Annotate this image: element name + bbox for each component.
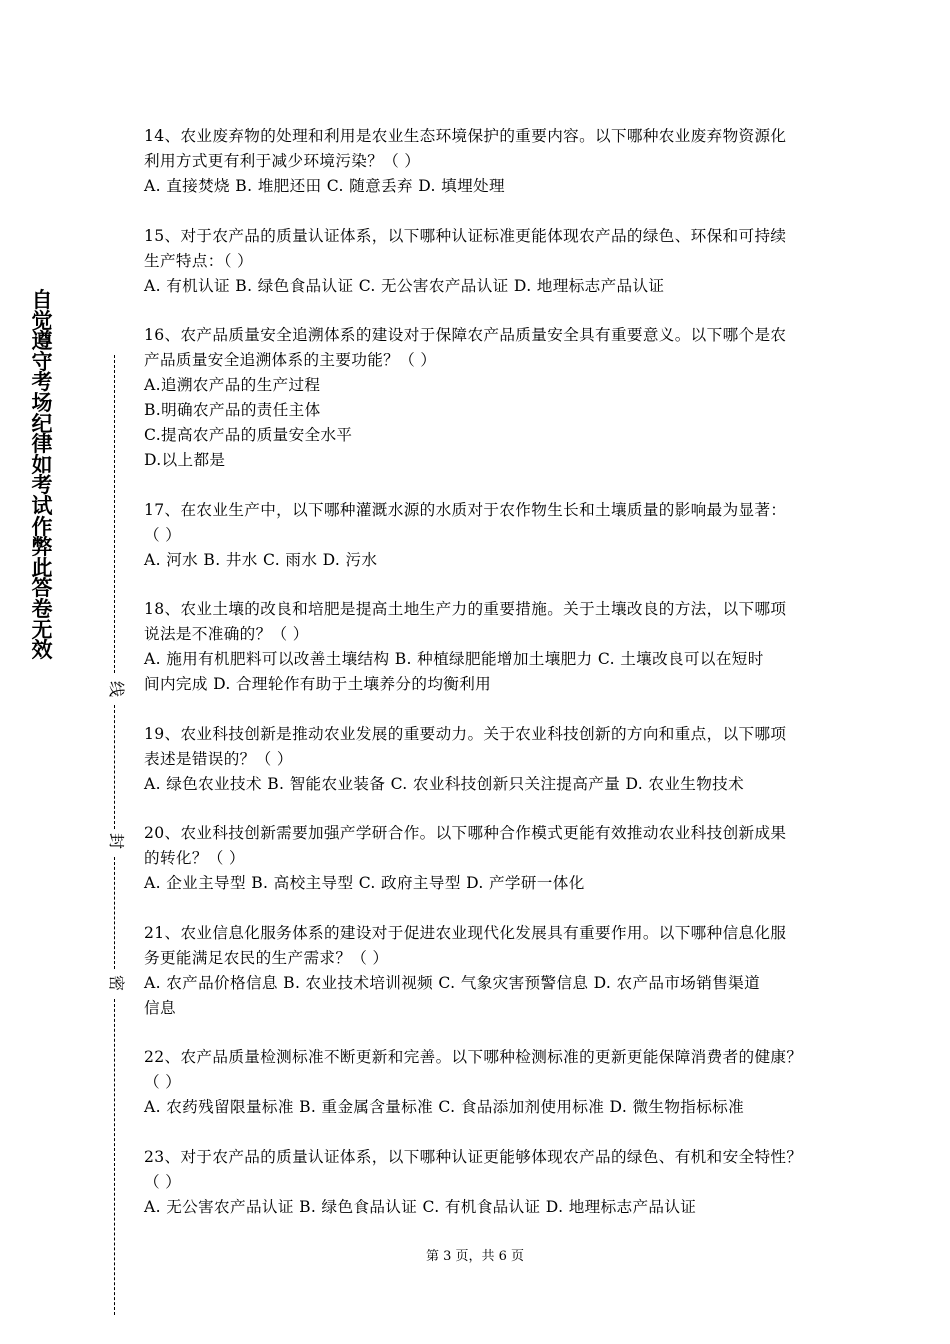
question-20 bbox=[144, 821, 816, 896]
question-stem-line: 表述是错误的？（ ） bbox=[144, 749, 293, 768]
question-stem-line: 生产特点：（ ） bbox=[144, 251, 254, 270]
question-stem-line: 16、农产品质量安全追溯体系的建设对于保障农产品质量安全具有重要意义。以下哪个是农 bbox=[144, 326, 787, 344]
question-option-line: C.提高农产品的质量安全水平 bbox=[144, 426, 353, 444]
question-14 bbox=[144, 124, 816, 199]
question-option-line: 信息 bbox=[144, 998, 176, 1017]
question-option-line: D.以上都是 bbox=[144, 451, 226, 469]
question-19 bbox=[144, 722, 816, 797]
question-stem-line: （ ） bbox=[144, 1073, 182, 1091]
question-16 bbox=[144, 323, 816, 473]
question-stem-line: 19、农业科技创新是推动农业发展的重要动力。关于农业科技创新的方向和重点，以下哪项 bbox=[144, 724, 787, 743]
binding-line bbox=[107, 355, 126, 1315]
question-option-line: B.明确农产品的责任主体 bbox=[144, 401, 321, 419]
binding-mark-mi: 密 bbox=[107, 974, 126, 991]
binding-dash-segment bbox=[114, 705, 115, 829]
question-option-line: A. 农药残留限量标准 B. 重金属含量标准 C. 食品添加剂使用标准 D. 微生物指标标准 bbox=[144, 1098, 745, 1116]
question-stem-line: 23、对于农产品的质量认证体系，以下哪种认证更能够体现农产品的绿色、有机和安全特性？ bbox=[144, 1147, 803, 1166]
question-stem-line: 17、在农业生产中，以下哪种灌溉水源的水质对于农作物生长和土壤质量的影响最为显著： bbox=[144, 500, 787, 519]
page-number-footer: 第 3 页，共 6 页 bbox=[425, 1249, 525, 1264]
question-stem-line: 务更能满足农民的生产需求？（ ） bbox=[144, 948, 389, 967]
question-option-line: A. 河水 B. 井水 C. 雨水 D. 污水 bbox=[144, 550, 378, 569]
binding-dash-segment bbox=[114, 355, 115, 673]
question-option-line: A. 绿色农业技术 B. 智能农业装备 C. 农业科技创新只关注提高产量 D. 农业生物技术 bbox=[144, 774, 745, 793]
question-option-line: A. 无公害农产品认证 B. 绿色食品认证 C. 有机食品认证 D. 地理标志产品认证 bbox=[144, 1197, 697, 1216]
question-15 bbox=[144, 224, 816, 299]
question-17 bbox=[144, 498, 816, 573]
binding-mark-feng: 封 bbox=[107, 832, 126, 849]
question-23 bbox=[144, 1145, 816, 1220]
question-stem-line: 15、对于农产品的质量认证体系，以下哪种认证标准更能体现农产品的绿色、环保和可持续 bbox=[144, 226, 787, 245]
question-22 bbox=[144, 1045, 816, 1120]
question-option-line: A. 有机认证 B. 绿色食品认证 C. 无公害农产品认证 D. 地理标志产品认证 bbox=[144, 276, 665, 295]
question-stem-line: （ ） bbox=[144, 525, 182, 544]
question-option-line: A. 农产品价格信息 B. 农业技术培训视频 C. 气象灾害预警信息 D. 农产品市场销售渠道 bbox=[144, 973, 761, 992]
question-stem-line: 14、农业废弃物的处理和利用是农业生态环境保护的重要内容。以下哪种农业废弃物资源化 bbox=[144, 127, 787, 145]
question-option-line: A.追溯农产品的生产过程 bbox=[144, 376, 321, 394]
question-list bbox=[144, 124, 816, 1244]
question-stem-line: 利用方式更有利于减少环境污染？（ ） bbox=[144, 152, 421, 170]
binding-mark-xian: 线 bbox=[107, 680, 126, 697]
question-option-line: A. 企业主导型 B. 高校主导型 C. 政府主导型 D. 产学研一体化 bbox=[144, 874, 585, 892]
question-stem-line: 21、农业信息化服务体系的建设对于促进农业现代化发展具有重要作用。以下哪种信息化服 bbox=[144, 923, 787, 942]
question-option-line: 间内完成 D. 合理轮作有助于土壤养分的均衡利用 bbox=[144, 675, 492, 693]
binding-dash-segment bbox=[114, 999, 115, 1315]
question-stem-line: 22、农产品质量检测标准不断更新和完善。以下哪种检测标准的更新更能保障消费者的健康？ bbox=[144, 1048, 803, 1066]
question-stem-line: 产品质量安全追溯体系的主要功能？（ ） bbox=[144, 351, 437, 369]
question-option-line: A. 直接焚烧 B. 堆肥还田 C. 随意丢弃 D. 填埋处理 bbox=[144, 177, 505, 195]
question-stem-line: 说法是不准确的？（ ） bbox=[144, 625, 309, 643]
binding-dash-segment bbox=[114, 857, 115, 969]
question-18 bbox=[144, 597, 816, 697]
question-21 bbox=[144, 921, 816, 1021]
question-stem-line: 18、农业土壤的改良和培肥是提高土地生产力的重要措施。关于土壤改良的方法，以下哪项 bbox=[144, 600, 787, 618]
question-option-line: A. 施用有机肥料可以改善土壤结构 B. 种植绿肥能增加土壤肥力 C. 土壤改良可以在短时 bbox=[144, 650, 764, 668]
question-stem-line: 的转化？（ ） bbox=[144, 849, 245, 867]
question-stem-line: 20、农业科技创新需要加强产学研合作。以下哪种合作模式更能有效推动农业科技创新成果 bbox=[144, 824, 787, 842]
exam-discipline-notice: 自觉遵守考场纪律如考试作弊此答卷无效 bbox=[31, 288, 53, 663]
question-stem-line: （ ） bbox=[144, 1172, 182, 1191]
